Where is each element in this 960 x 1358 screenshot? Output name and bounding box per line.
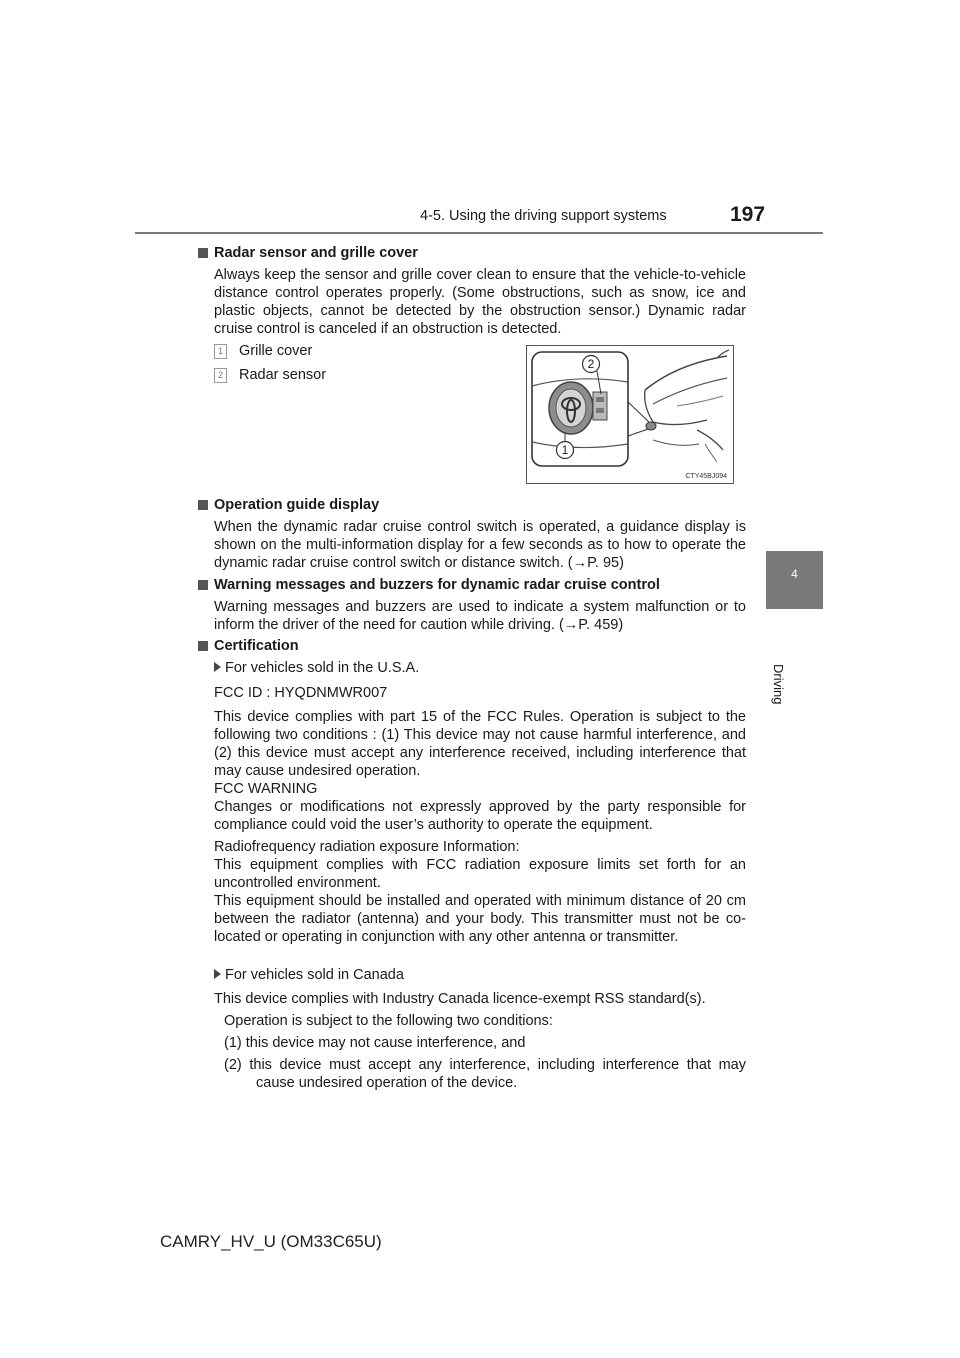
- header-rule: [135, 232, 823, 234]
- callout-num-1: 1: [214, 344, 227, 359]
- radar-figure: [526, 345, 734, 484]
- svg-text:1: 1: [561, 443, 569, 457]
- page-number: 197: [730, 203, 766, 226]
- radar-heading: Radar sensor and grille cover: [214, 244, 746, 262]
- fcc-id: FCC ID : HYQDNMWR007: [214, 685, 388, 701]
- car-front-illustration: [527, 346, 733, 483]
- rf-title: Radiofrequency radiation exposure Information:: [214, 839, 520, 855]
- callout-num-2: 2: [214, 368, 227, 383]
- canada-cond-1: (1) this device may not cause interference, and: [224, 1035, 526, 1051]
- callout-label-radar: Radar sensor: [239, 367, 327, 383]
- figure-code: CTY45BJ094: [685, 473, 727, 480]
- chapter-label: Driving: [771, 664, 786, 705]
- triangle-bullet-icon: [214, 969, 221, 979]
- svg-text:2: 2: [587, 357, 595, 371]
- radar-body: Always keep the sensor and grille cover clean to ensure that the vehicle-to-vehicle distance control operates properly. (Some obstructions, such as snow, ice and plastic objects, cannot be detected by the obstruction sensor.) Dynamic radar cruise control is canceled if an obstruction is detected.: [214, 267, 746, 337]
- chapter-label-wrap: [770, 620, 820, 705]
- warning-heading: Warning messages and buzzers for dynamic radar cruise control: [214, 576, 746, 594]
- canada-body: This device complies with Industry Canada licence-exempt RSS standard(s).: [214, 991, 706, 1007]
- callout-label-grille: Grille cover: [239, 343, 313, 359]
- operation-heading: Operation guide display: [214, 496, 746, 514]
- canada-cond-2: (2) this device must accept any interference, including interference that may cause undesired operation of the device.: [224, 1057, 746, 1091]
- rf-body-2: This equipment should be installed and operated with minimum distance of 20 cm between the radiator (antenna) and your body. This transmitter must not be co-located or operating in conjunction with any other antenna or transmitter.: [214, 893, 746, 945]
- fcc-compliance: This device complies with part 15 of the FCC Rules. Operation is subject to the following two conditions : (1) This device may not cause harmful interference, and (2) this device must accept any interference received, including interference that may cause undesired operation.: [214, 709, 746, 779]
- certification-heading: Certification: [214, 637, 746, 655]
- warning-body: Warning messages and buzzers are used to indicate a system malfunction or to inform the driver of the need for caution while driving. (→P. 459): [214, 599, 746, 633]
- rf-body-1: This equipment complies with FCC radiation exposure limits set forth for an uncontrolled environment.: [214, 857, 746, 891]
- usa-label: For vehicles sold in the U.S.A.: [214, 659, 746, 677]
- fcc-warning-title: FCC WARNING: [214, 781, 318, 797]
- fcc-warning-body: Changes or modifications not expressly approved by the party responsible for compliance could void the user’s authority to operate the equipment.: [214, 799, 746, 833]
- operation-body: When the dynamic radar cruise control switch is operated, a guidance display is shown on the multi-information display for a few seconds as to how to operate the dynamic radar cruise control switch or distance switch. (→P. 95): [214, 519, 746, 571]
- callout-radar: [214, 366, 326, 384]
- callout-grille: [214, 342, 312, 360]
- canada-label: For vehicles sold in Canada: [214, 966, 746, 984]
- section-title: 4-5. Using the driving support systems: [420, 208, 667, 224]
- triangle-bullet-icon: [214, 662, 221, 672]
- canada-intro: Operation is subject to the following two conditions:: [224, 1013, 553, 1029]
- document-id: CAMRY_HV_U (OM33C65U): [160, 1232, 382, 1251]
- chapter-number: 4: [791, 567, 798, 581]
